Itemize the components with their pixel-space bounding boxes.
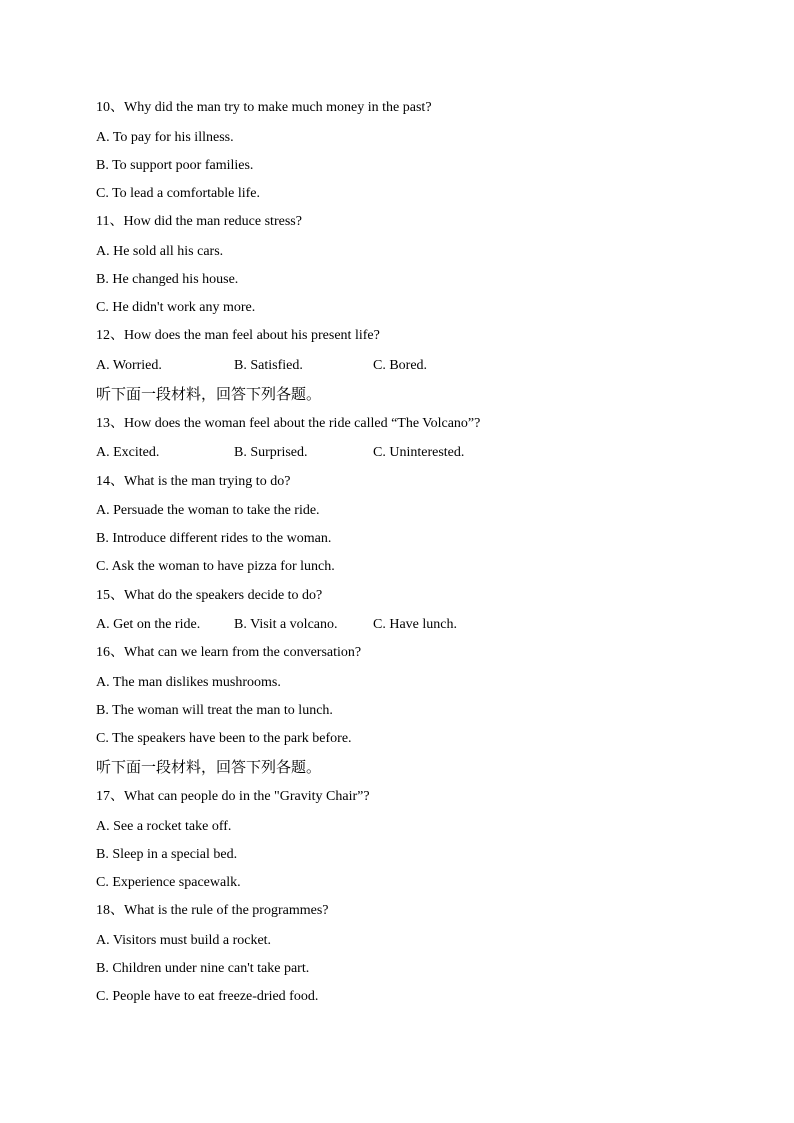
question-16-option-c: C. The speakers have been to the park before. [96, 731, 352, 747]
question-15-option-b: B. Visit a volcano. [234, 617, 338, 633]
exam-page [96, 96, 716, 1013]
question-13-option-c: C. Uninterested. [373, 445, 465, 461]
question-13-options [96, 441, 716, 469]
question-15-options [96, 613, 716, 641]
question-14: 14、What is the man trying to do? [96, 473, 291, 489]
question-11-option-a: A. He sold all his cars. [96, 243, 224, 259]
question-16-option-a: A. The man dislikes mushrooms. [96, 674, 281, 690]
question-17-option-c: C. Experience spacewalk. [96, 875, 241, 891]
question-17-option-a: A. See a rocket take off. [96, 818, 232, 834]
question-12-option-b: B. Satisfied. [234, 357, 303, 373]
question-10-option-c: C. To lead a comfortable life. [96, 185, 260, 201]
question-12-option-a: A. Worried. [96, 357, 162, 373]
question-13: 13、How does the woman feel about the ride called “The Volcano”? [96, 415, 481, 431]
question-14-option-c: C. Ask the woman to have pizza for lunch. [96, 559, 335, 575]
question-18: 18、What is the rule of the programmes? [96, 903, 329, 919]
question-11-option-b: B. He changed his house. [96, 271, 239, 287]
question-15-option-a: A. Get on the ride. [96, 617, 201, 633]
question-11: 11、How did the man reduce stress? [96, 214, 302, 230]
question-18-option-c: C. People have to eat freeze-dried food. [96, 989, 319, 1005]
section-instruction-2: 听下面一段材料，回答下列各题。 [96, 758, 322, 777]
question-15-option-c: C. Have lunch. [373, 617, 457, 633]
question-10: 10、Why did the man try to make much money in the past? [96, 100, 432, 115]
question-18-option-b: B. Children under nine can't take part. [96, 961, 310, 977]
question-14-option-a: A. Persuade the woman to take the ride. [96, 503, 320, 518]
question-13-option-a: A. Excited. [96, 445, 160, 461]
question-13-option-b: B. Surprised. [234, 445, 308, 461]
question-11-option-c: C. He didn't work any more. [96, 299, 256, 315]
question-15: 15、What do the speakers decide to do? [96, 587, 323, 603]
question-17: 17、What can people do in the "Gravity Chair”? [96, 789, 370, 805]
question-14-option-b: B. Introduce different rides to the woman. [96, 531, 332, 547]
question-17-option-b: B. Sleep in a special bed. [96, 847, 238, 862]
question-10-option-a: A. To pay for his illness. [96, 129, 234, 145]
question-12: 12、How does the man feel about his present life? [96, 328, 380, 344]
question-16-option-b: B. The woman will treat the man to lunch. [96, 702, 333, 718]
question-12-options [96, 354, 716, 382]
question-10-option-b: B. To support poor families. [96, 157, 254, 173]
question-12-option-c: C. Bored. [373, 357, 428, 373]
question-16: 16、What can we learn from the conversation? [96, 645, 362, 661]
section-instruction-1: 听下面一段材料，回答下列各题。 [96, 384, 322, 403]
question-18-option-a: A. Visitors must build a rocket. [96, 932, 272, 948]
